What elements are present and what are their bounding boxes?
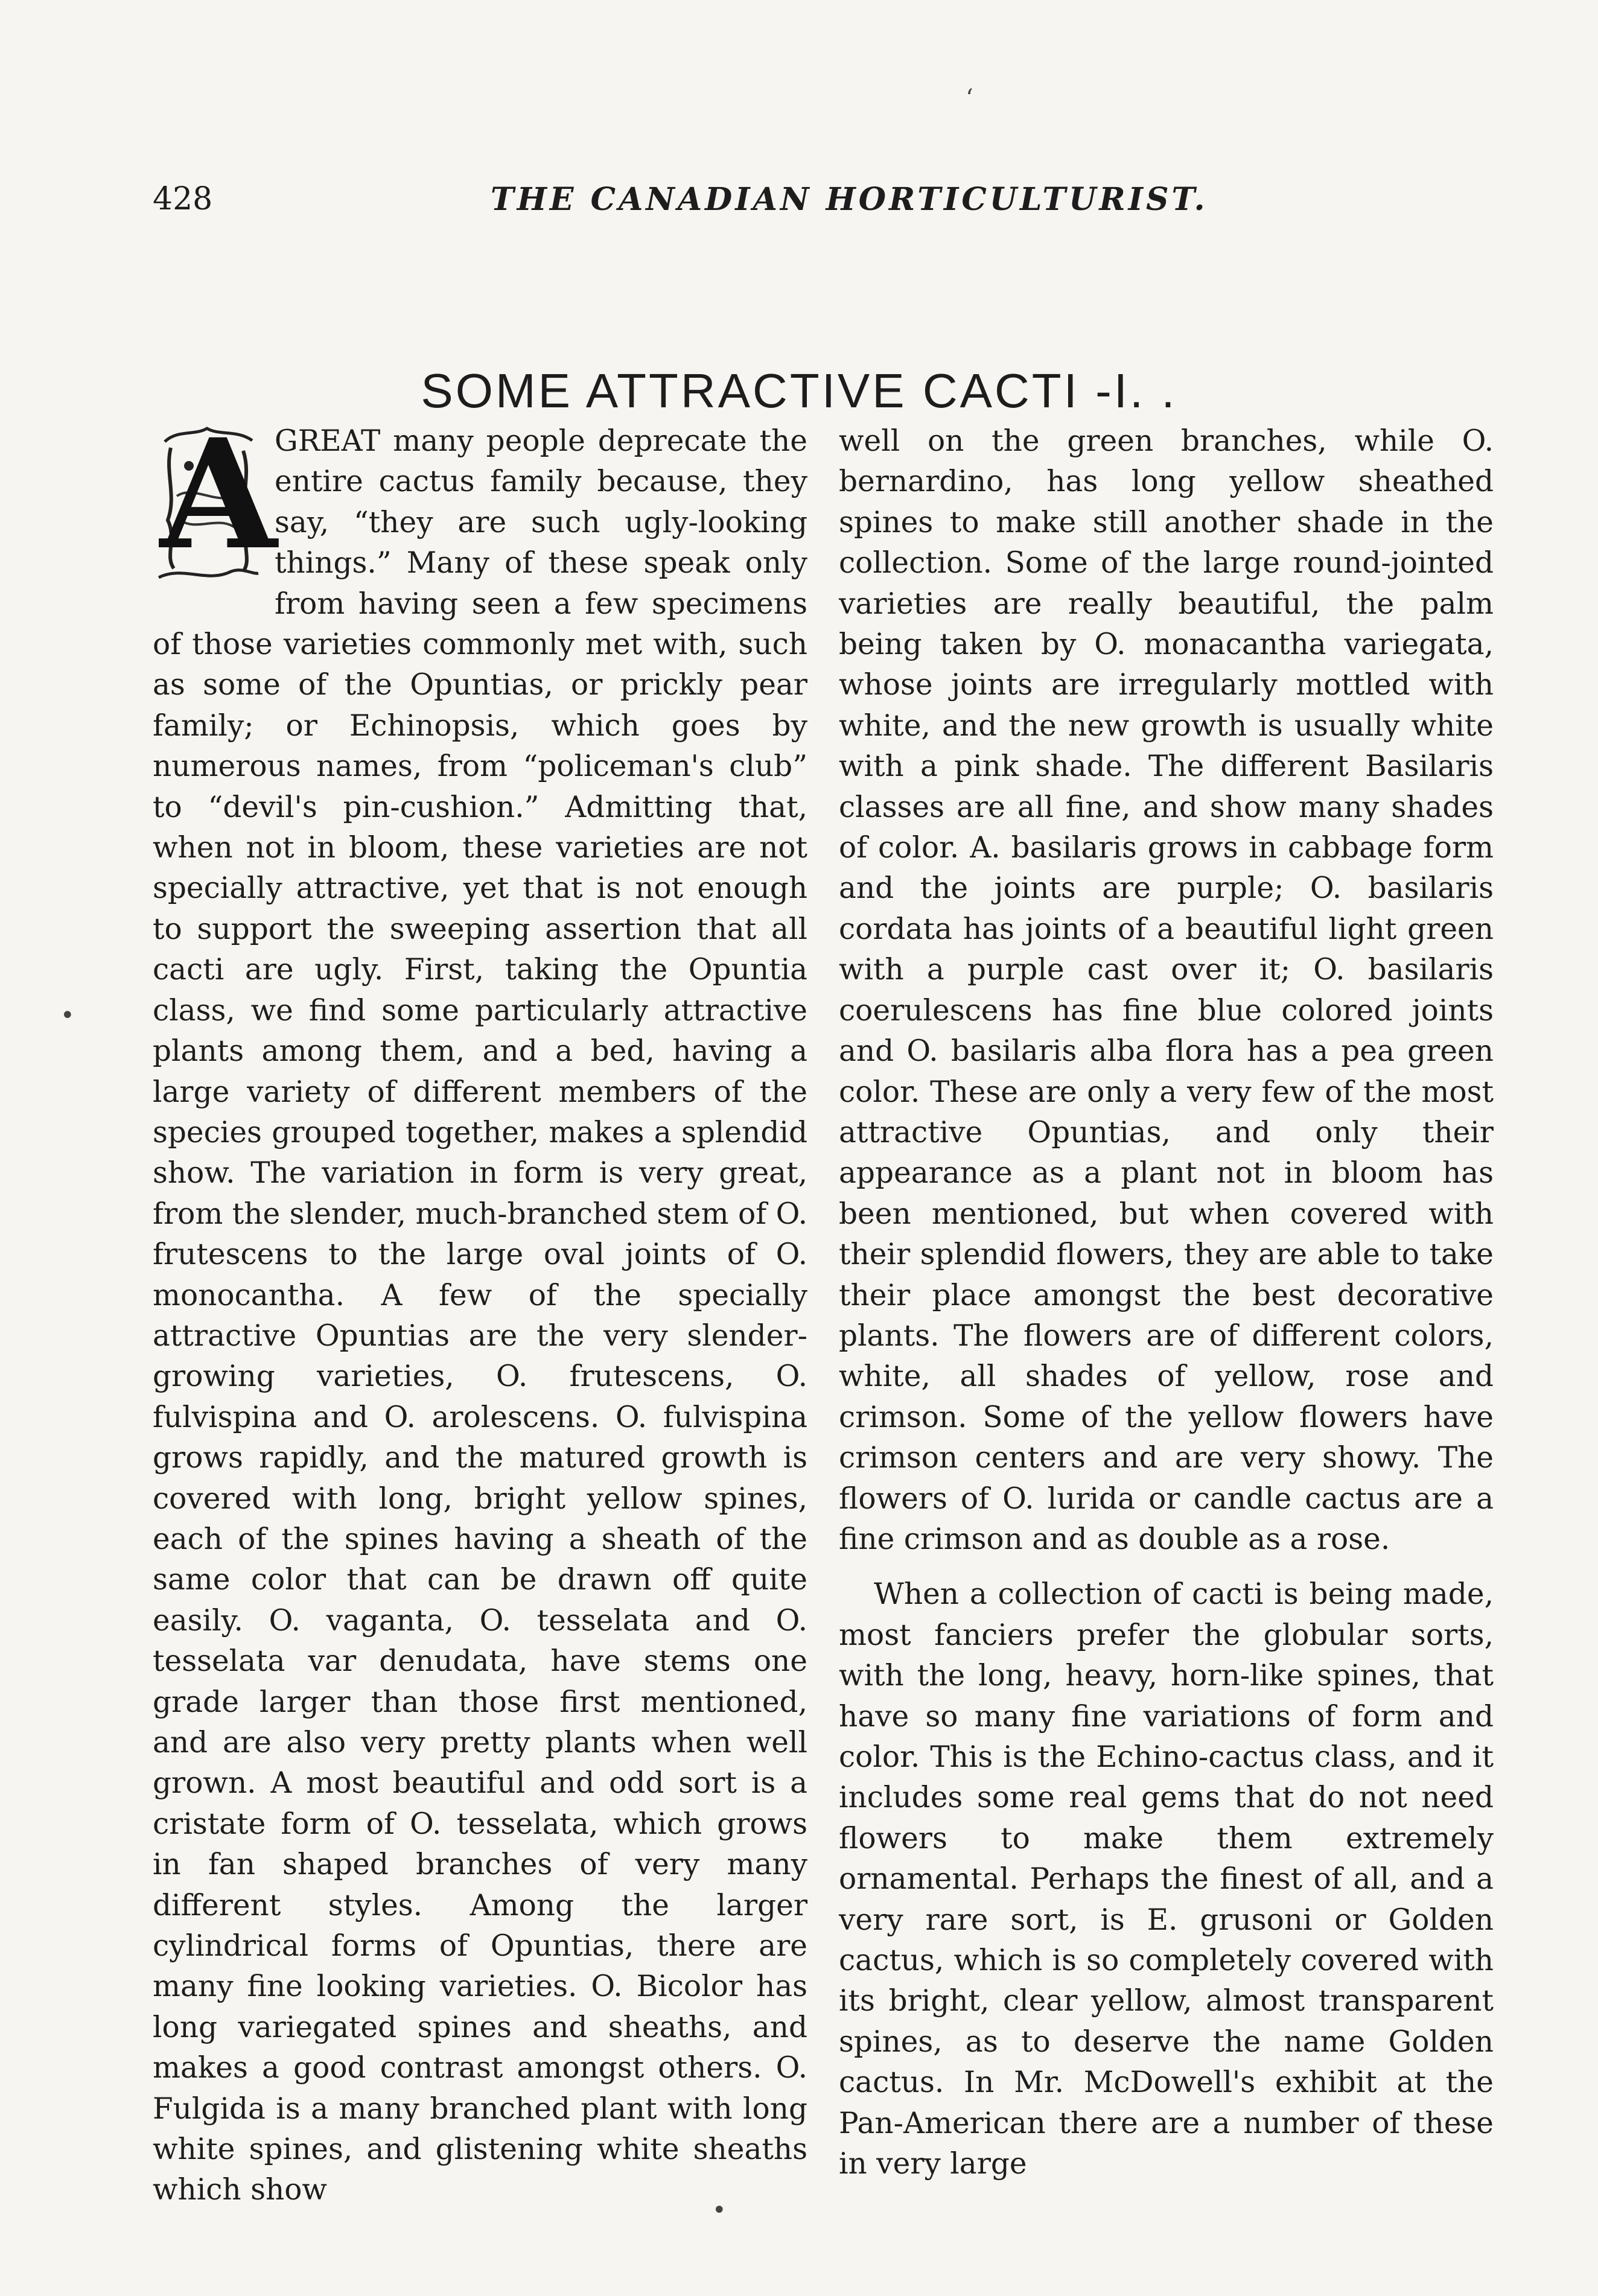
- print-speck: •: [60, 1002, 75, 1029]
- print-speck: •: [712, 2196, 727, 2224]
- paragraph-1: GREAT many people deprecate the entire cactus family because, they say, “they are such ugly-looking things.” Many of these speak only from having seen a few specimens of those varieties commonly met with, such as some of the Opuntias, or prickly pear family; or Echinopsis, which goes by numerous names, from “policeman's club” to “devil's pin-cushion.” Admitting that, when not in bloom, these varieties are not specially attractive, yet that is not enough to support the sweeping assertion that all cacti are ugly. First, taking the Opuntia class, we find some particularly attractive plants among them, and a bed, having a large variety of different members of the species grouped together, makes a splendid show. The variation in form is very great, from the slender, much-branched stem of O. frutescens to the large oval joints of O. monocantha. A few of the specially attractive Opuntias are the very slender-growing varieties, O. frutescens, O. fulvispina and O. arolescens. O. fulvispina grows rapidly, and the matured growth is covered with long, bright yellow spines, each of the spines having a sheath of the same color that can be drawn off quite easily. O. vaganta, O. tesselata and O. tesselata var denudata, have stems one grade larger than those first mentioned, and are also very pretty plants when well grown. A most beautiful and odd sort is a cristate form of O. tesselata, which grows in fan shaped branches of very many different styles. Among the larger cylindrical forms of Opuntias, there are many fine looking varieties. O. Bicolor has long variegated spines and sheaths, and makes a good contrast amongst others. O. Fulgida is a many branched plant with long white spines, and glistening white sheaths which show: [153, 424, 807, 2207]
- article-title: SOME ATTRACTIVE CACTI -I. .: [421, 363, 1177, 418]
- paragraph-2: When a collection of cacti is being made, most fanciers prefer the globular sorts, with the long, heavy, horn-like spines, that have so many fine variations of form and color. This is the Echino-cactus class, and it includes some real gems that do not need flowers to make them extremely ornamental. Perhaps the finest of all, and a very rare sort, is E. grusoni or Golden cactus, which is so completely covered with its bright, clear yellow, almost transparent spines, as to deserve the name Golden cactus. In Mr. McDowell's exhibit at the Pan-American there are a number of these in very large: [839, 1577, 1494, 2181]
- page-number: 428: [153, 181, 213, 217]
- ornamental-dropcap: [153, 405, 277, 587]
- right-column: [839, 421, 1494, 2181]
- dropcap-letter: A: [160, 405, 277, 583]
- left-column: [153, 405, 807, 2207]
- paragraph-1-continued: well on the green branches, while O. bernardino, has long yellow sheathed spines to make still another shade in the collection. Some of the large round-jointed varieties are really beautiful, the palm being taken by O. monacantha variegata, whose joints are irregularly mottled with white, and the new growth is usually white with a pink shade. The different Basilaris classes are all fine, and show many shades of color. A. basilaris grows in cabbage form and the joints are purple; O. basilaris cordata has joints of a beautiful light green with a purple cast over it; O. basilaris coerulescens has fine blue colored joints and O. basilaris alba flora has a pea green color. These are only a very few of the most attractive Opuntias, and only their appearance as a plant not in bloom has been mentioned, but when covered with their splendid flowers, they are able to take their place amongst the best decorative plants. The flowers are of different colors, white, all shades of yellow, rose and crimson. Some of the yellow flowers have crimson centers and are very showy. The flowers of O. lurida or candle cactus are a fine crimson and as double as a rose.: [839, 424, 1494, 1556]
- print-speck: ‘: [966, 84, 973, 112]
- running-title: THE CANADIAN HORTICULTURIST.: [491, 181, 1208, 218]
- page-header: [153, 181, 1450, 229]
